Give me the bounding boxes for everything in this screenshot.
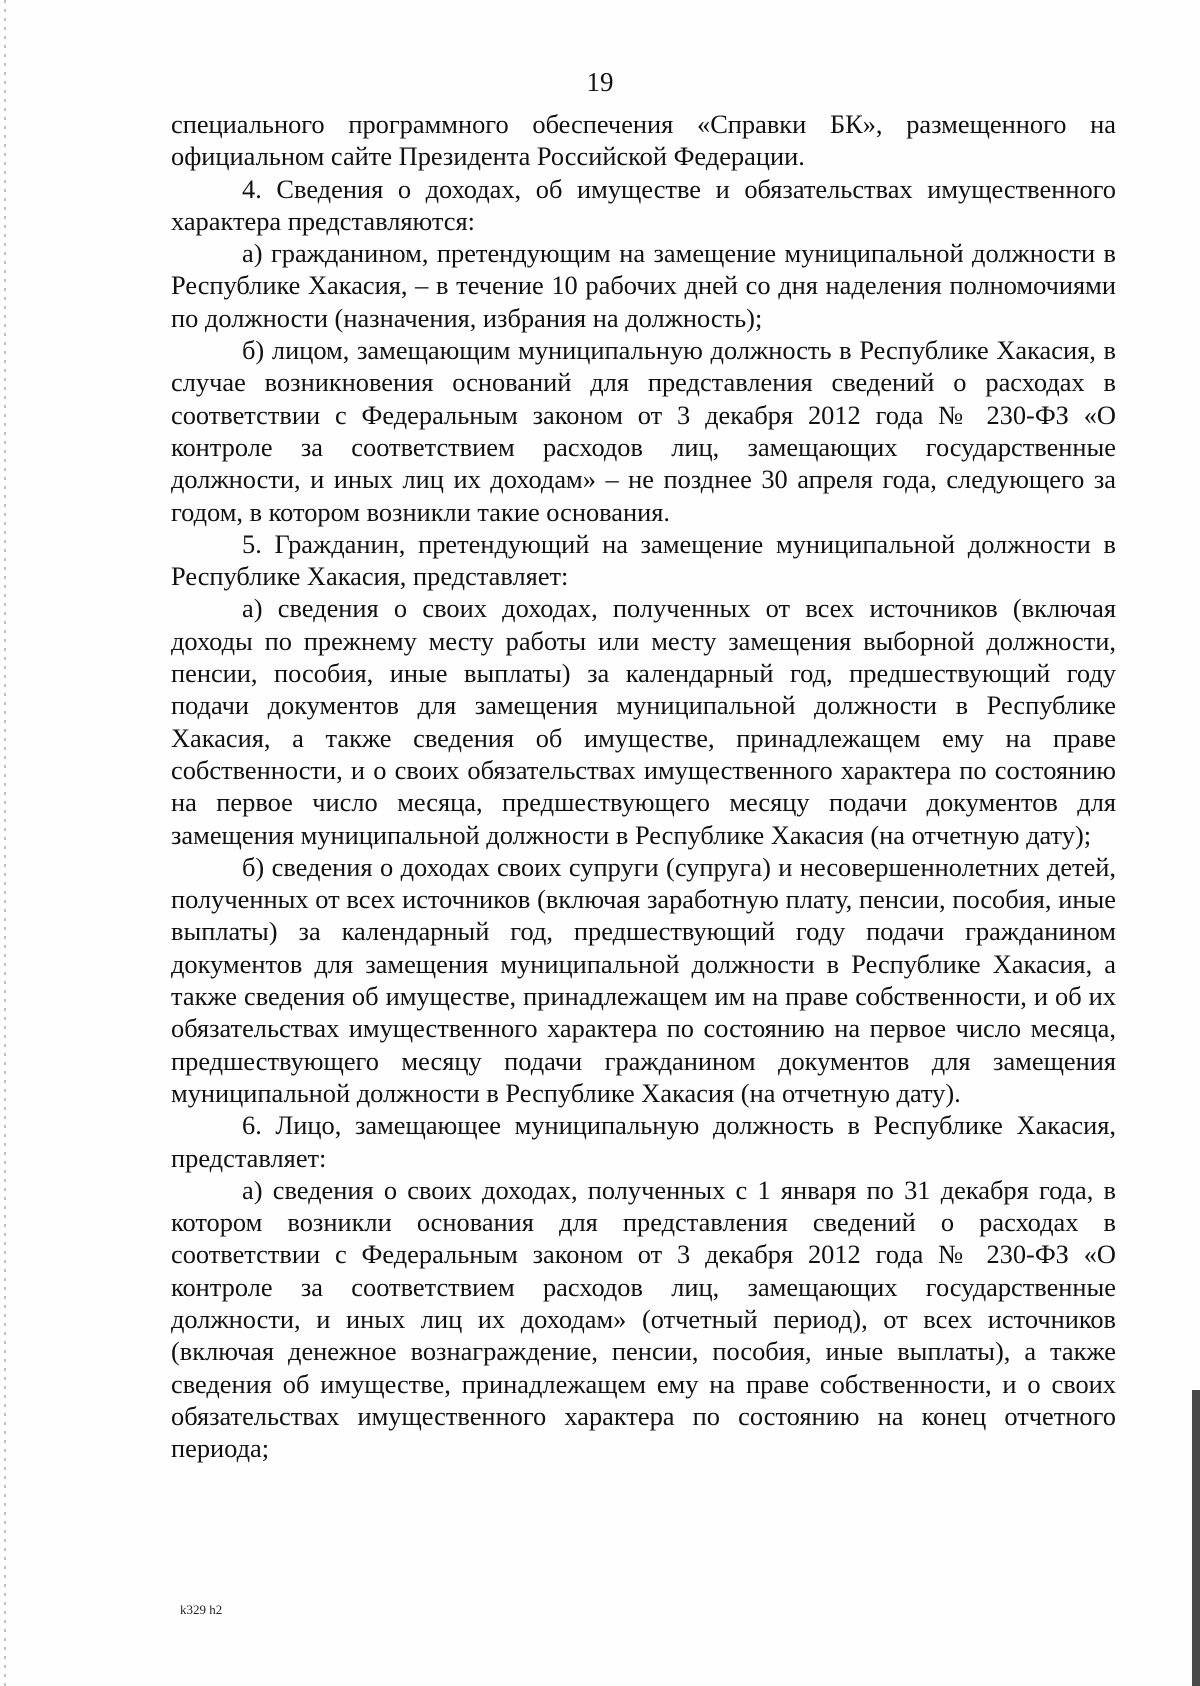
paragraph-item-4b: б) лицом, замещающим муниципальную должность в Республике Хакасия, в случае возникновения оснований для представления сведений о расходах в соответствии с Федеральным законом от 3 декабря 2012 года № 230-ФЗ «О контроле за соответствием расходов лиц, замещающих государственные должности, и иных лиц их доходам» – не позднее 30 апреля года, следующего за годом, в котором возникли такие основания. (171, 335, 1116, 527)
paragraph-item-4: 4. Сведения о доходах, об имуществе и обязательствах имущественного характера представляются: (171, 173, 1116, 236)
paragraph-item-4a: а) гражданином, претендующим на замещение муниципальной должности в Республике Хакасия, – в течение 10 рабочих дней со дня наделения полномочиями по должности (назначения, избрания на должность); (171, 238, 1116, 333)
paragraph-item-6a: а) сведения о своих доходах, полученных с 1 января по 31 декабря года, в котором возникли основания для представления сведений о расходах в соответствии с Федеральным законом от 3 декабря 2012 года № 230-ФЗ «О контроле за соответствием расходов лиц, замещающих государственные должности, и иных лиц их доходам» (отчетный период), от всех источников (включая денежное вознаграждение, пенсии, пособия, иные выплаты), а также сведения об имуществе, принадлежащем ему на праве собственности, и о своих обязательствах имущественного характера по состоянию на конец отчетного периода; (171, 1174, 1116, 1464)
page-number: 19 (586, 67, 614, 97)
footer-document-code: k329 h2 (180, 1602, 223, 1617)
paragraph-item-5b: б) сведения о доходах своих супруги (супруга) и несовершеннолетних детей, полученных от всех источников (включая заработную плату, пенсии, пособия, иные выплаты) за календарный год, предшествующий году подачи гражданином документов для замещения муниципальной должности в Республике Хакасия, а также сведения об имуществе, принадлежащем им на праве собственности, и об их обязательствах имущественного характера по состоянию на первое число месяца, предшествующего месяцу подачи гражданином документов для замещения муниципальной должности в Республике Хакасия (на отчетную дату). (171, 851, 1116, 1108)
document-body (171, 108, 1116, 1464)
paragraph-continuation: специального программного обеспечения «Справки БК», размещенного на официальном сайте Президента Российской Федерации. (171, 109, 1116, 172)
paragraph-item-5: 5. Гражданин, претендующий на замещение муниципальной должности в Республике Хакасия, представляет: (171, 528, 1116, 592)
paragraph-item-5a: а) сведения о своих доходах, полученных от всех источников (включая доходы по прежнему месту работы или месту замещения выборной должности, пенсии, пособия, иные выплаты) за календарный год, предшествующий году подачи документов для замещения муниципальной должности в Республике Хакасия, а также сведения об имуществе, принадлежащем ему на праве собственности, и о своих обязательствах имущественного характера по состоянию на первое число месяца, предшествующего месяцу подачи документов для замещения муниципальной должности в Республике Хакасия (на отчетную дату); (171, 593, 1116, 850)
scan-edge-left (4, 0, 6, 1686)
paragraph-item-6: 6. Лицо, замещающее муниципальную должность в Республике Хакасия, представляет: (171, 1110, 1116, 1173)
scan-edge-right (1192, 1390, 1200, 1686)
